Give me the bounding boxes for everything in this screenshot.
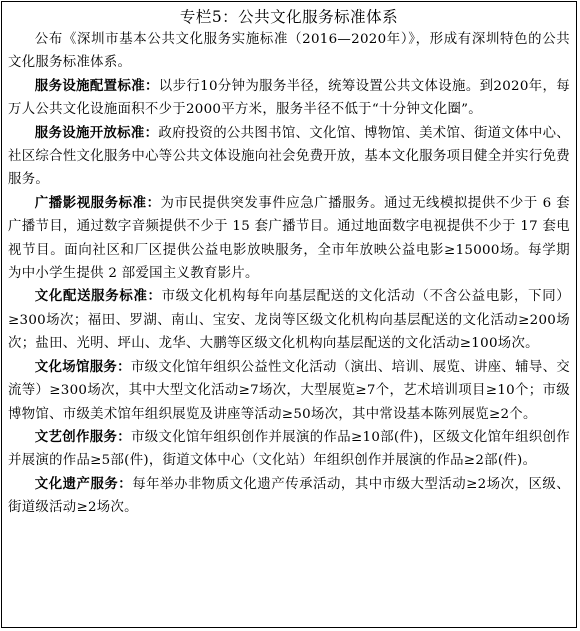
intro-text: 公布《深圳市基本公共文化服务实施标准（2016—2020年）》，形成有深圳特色的公共文化服务标准体系。 (8, 32, 570, 71)
section-facility-open (8, 122, 570, 192)
section-heritage (8, 473, 570, 520)
section-label: 服务设施配置标准： (34, 77, 159, 94)
section-text: 每年举办非物质文化遗产传承活动，其中市级大型活动≥2场次，区级、街道级活动≥2场次。 (8, 476, 570, 516)
column-box (1, 1, 577, 628)
section-label: 文化配送服务标准： (34, 288, 162, 305)
intro-paragraph (8, 28, 570, 75)
section-facility-config (8, 75, 570, 122)
section-text: 以步行10分钟为服务半径，统筹设置公共文体设施。到2020年，每万人公共文化设施面积不少于2000平方米，服务半径不低于“十分钟文化圈”。 (8, 78, 570, 118)
section-text: 市级文化机构每年向基层配送的文化活动（不含公益电影，下同）≥300场次；福田、罗湖、南山、宝安、龙岗等区级文化机构向基层配送的文化活动≥200场次；盐田、光明、坪山、龙华、大鹏等区级文化机构向基层配送的文化活动≥100场次。 (8, 289, 570, 352)
section-text: 政府投资的公共图书馆、文化馆、博物馆、美术馆、街道文体中心、社区综合性文化服务中心等公共文体设施向社会免费开放，基本文化服务项目健全并实行免费服务。 (8, 125, 570, 188)
section-venue-service (8, 356, 570, 426)
column-title: 专栏5：公共文化服务标准体系 (179, 8, 399, 26)
section-label: 文艺创作服务： (34, 428, 132, 445)
section-creation (8, 426, 570, 473)
section-text: 为市民提供突发事件应急广播服务。通过无线模拟提供不少于 6 套广播节目，通过数字音频提供不少于 15 套广播节目。通过地面数字电视提供不少于 17 套电视节目。面向社区和厂区提供公益电影放映服务，全市年放映公益电影≥15000场。每学期为中小学生提供 2 部爱国主义教育影片。 (8, 195, 570, 282)
section-text: 市级文化馆年组织公益性文化活动（演出、培训、展览、讲座、辅导、交流等）≥300场次，其中大型文化活动≥7场次，大型展览≥7个，艺术培训项目≥10个；市级博物馆、市级美术馆年组织展览及讲座等活动≥50场次，其中常设基本陈列展览≥2个。 (8, 359, 570, 422)
section-label: 服务设施开放标准： (34, 124, 159, 141)
section-broadcast (8, 192, 570, 286)
section-label: 文化场馆服务： (34, 358, 131, 375)
section-label: 广播影视服务标准： (34, 194, 161, 211)
section-label: 文化遗产服务： (34, 475, 133, 492)
section-text: 市级文化馆年组织创作并展演的作品≥10部(件)，区级文化馆年组织创作并展演的作品≥5部(件)，街道文体中心（文化站）年组织创作并展演的作品≥2部(件)。 (8, 429, 570, 469)
section-distribution (8, 285, 570, 355)
